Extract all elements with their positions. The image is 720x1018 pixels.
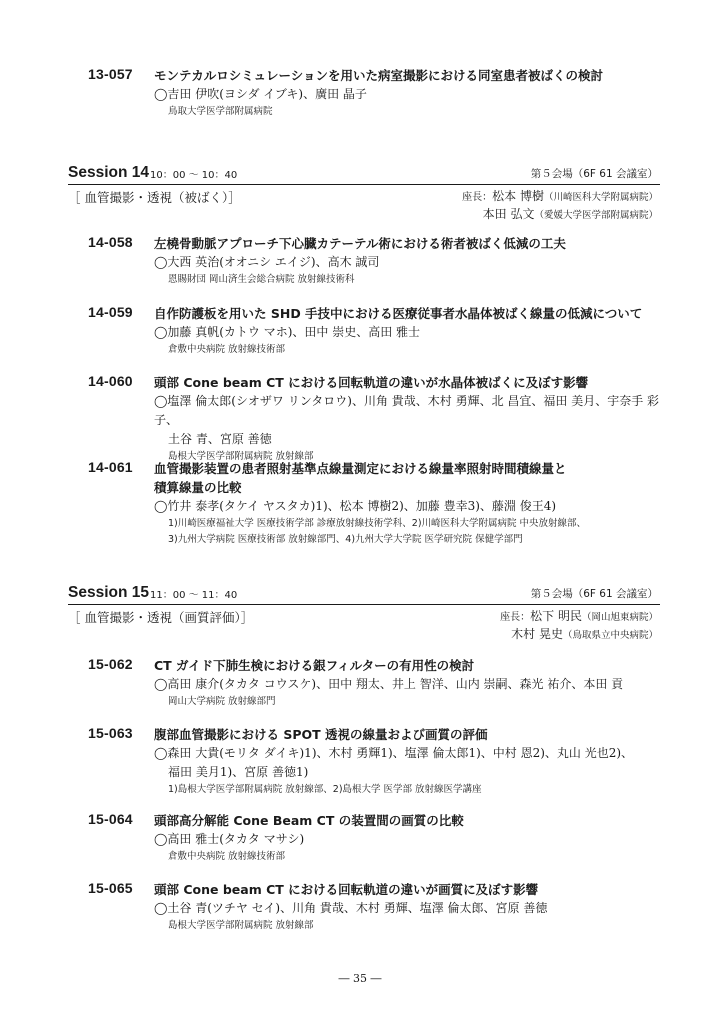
abstract-affiliation: 岡山大学病院 放射線部門 [168,696,276,707]
abstract-authors-continued: 福田 美月1)、宮原 善徳1) [168,765,309,779]
session-header [68,164,660,221]
abstract-affiliation: 1)島根大学医学部附属病院 放射線部、2)島根大学 医学部 放射線医学講座 [168,784,482,795]
abstract-authors: ◯土谷 青(ツチヤ セイ)、川角 貴哉、木村 勇輝、塩澤 倫太郎、宮原 善徳 [154,901,548,915]
page-number: ― 35 ― [338,972,382,985]
abstract-code: 14-059 [88,304,133,320]
abstract-authors: ◯大西 英治(オオニシ エイジ)、高木 誠司 [154,255,380,269]
abstract-code: 15-062 [88,656,133,672]
abstract-code: 15-064 [88,811,133,827]
abstract-entry [88,656,678,710]
abstract-entry [88,725,678,798]
abstract-title: 頭部高分解能 Cone Beam CT の装置間の画質の比較 [154,813,464,828]
chair-role: 座長： [462,192,493,203]
abstract-code: 14-058 [88,234,133,250]
session-label: Session 14 [68,164,149,181]
chair-row [462,206,658,224]
abstract-authors-continued: 土谷 青、宮原 善徳 [168,432,272,446]
abstract-authors: ◯高田 雅士(タカタ マサシ) [154,832,305,846]
abstract-title: 頭部 Cone beam CT における回転軌道の違いが画質に及ぼす影響 [154,882,539,897]
abstract-authors: ◯森田 大貴(モリタ ダイキ)1)、木村 勇輝1)、塩澤 倫太郎1)、中村 恩2)、丸山 光也2)、 [154,746,634,760]
chair-row [462,188,658,206]
abstract-title: 腹部血管撮影における SPOT 透視の線量および画質の評価 [154,727,488,742]
session-title-bar [68,584,660,605]
abstract-affiliation: 恩賜財団 岡山済生会総合病院 放射線技術科 [168,274,355,285]
chair-name: 松本 博樹 [492,189,544,203]
abstract-code: 13-057 [88,66,133,82]
abstract-affiliation: 島根大学医学部附属病院 放射線部 [168,920,314,931]
abstract-code: 14-060 [88,373,133,389]
abstract-affiliation: 島根大学医学部附属病院 放射線部 [168,451,314,462]
session-label: Session 15 [68,584,149,601]
session-title-bar [68,164,660,185]
abstract-title: 左橈骨動脈アプローチ下心臓カテーテル術における術者被ばく低減の工夫 [154,236,566,251]
abstract-affiliation: 倉敷中央病院 放射線技術部 [168,344,286,355]
abstract-affiliation: 1)川崎医療福祉大学 医療技術学部 診療放射線技術学科、2)川崎医科大学附属病院 中央放射線部、 [168,518,587,529]
chair-affiliation: （岡山旭東病院） [581,612,658,623]
abstract-entry [88,811,678,865]
chair-name: 木村 晃史 [511,627,563,641]
chair-affiliation: （鳥取県立中央病院） [562,630,658,641]
chair-row [500,626,658,644]
chair-affiliation: （川崎医科大学附属病院） [543,192,658,203]
abstract-affiliation: 倉敷中央病院 放射線技術部 [168,851,286,862]
abstract-entry [88,459,678,548]
abstract-title: 血管撮影装置の患者照射基準点線量測定における線量率照射時間積線量と [154,461,567,476]
abstract-authors: ◯加藤 真帆(カトウ マホ)、田中 崇史、高田 雅士 [154,325,421,339]
abstract-affiliation: 鳥取大学医学部附属病院 [168,106,273,117]
chair-name: 松下 明民 [530,609,582,623]
abstract-entry [88,880,678,934]
abstract-entry [88,373,678,465]
abstract-affiliation-continued: 3)九州大学病院 医療技術部 放射線部門、4)九州大学大学院 医学研究院 保健学部門 [168,534,523,545]
session-room: 第５会場（6F 61 会議室） [530,168,658,180]
abstract-authors: ◯竹井 泰孝(タケイ ヤスタカ)1)、松本 博樹2)、加藤 豊幸3)、藤淵 俊王4) [154,499,557,513]
chair-row [500,608,658,626]
abstract-authors: ◯吉田 伊吹(ヨシダ イブキ)、廣田 晶子 [154,87,367,101]
session-time: 10：00 〜 10：40 [150,170,238,181]
chair-name: 本田 弘文 [482,207,535,221]
session-chairs [462,188,658,224]
session-time: 11：00 〜 11：40 [150,590,238,601]
chair-role: 座長： [500,612,531,623]
session-topic: ［ 血管撮影・透視（被ばく）］ [68,190,241,205]
abstract-entry [88,66,678,120]
abstract-entry [88,234,678,288]
abstract-title: 自作防護板を用いた SHD 手技中における医療従事者水晶体被ばく線量の低減について [154,306,643,321]
abstract-title: CT ガイド下肺生検における銀フィルターの有用性の検討 [154,658,475,673]
abstract-title: モンテカルロシミュレーションを用いた病室撮影における同室患者被ばくの検討 [154,68,604,83]
session-header [68,584,660,641]
chair-affiliation: （愛媛大学医学部附属病院） [534,210,658,221]
session-topic: ［ 血管撮影・透視（画質評価）］ [68,610,254,625]
abstract-title: 頭部 Cone beam CT における回転軌道の違いが水晶体被ばくに及ぼす影響 [154,375,589,390]
abstract-entry [88,304,678,358]
session-room: 第５会場（6F 61 会議室） [530,588,658,600]
abstract-code: 14-061 [88,459,133,475]
abstract-authors: ◯高田 康介(タカタ コウスケ)、田中 翔太、井上 智洋、山内 崇嗣、森光 祐介、本田 貢 [154,677,624,691]
abstract-code: 15-065 [88,880,133,896]
abstract-title-continued: 積算線量の比較 [154,480,242,495]
session-chairs [500,608,658,644]
abstract-code: 15-063 [88,725,133,741]
abstract-authors: ◯塩澤 倫太郎(シオザワ リンタロウ)、川角 貴哉、木村 勇輝、北 昌宜、福田 美月、宇奈手 彩子、 [154,394,660,427]
